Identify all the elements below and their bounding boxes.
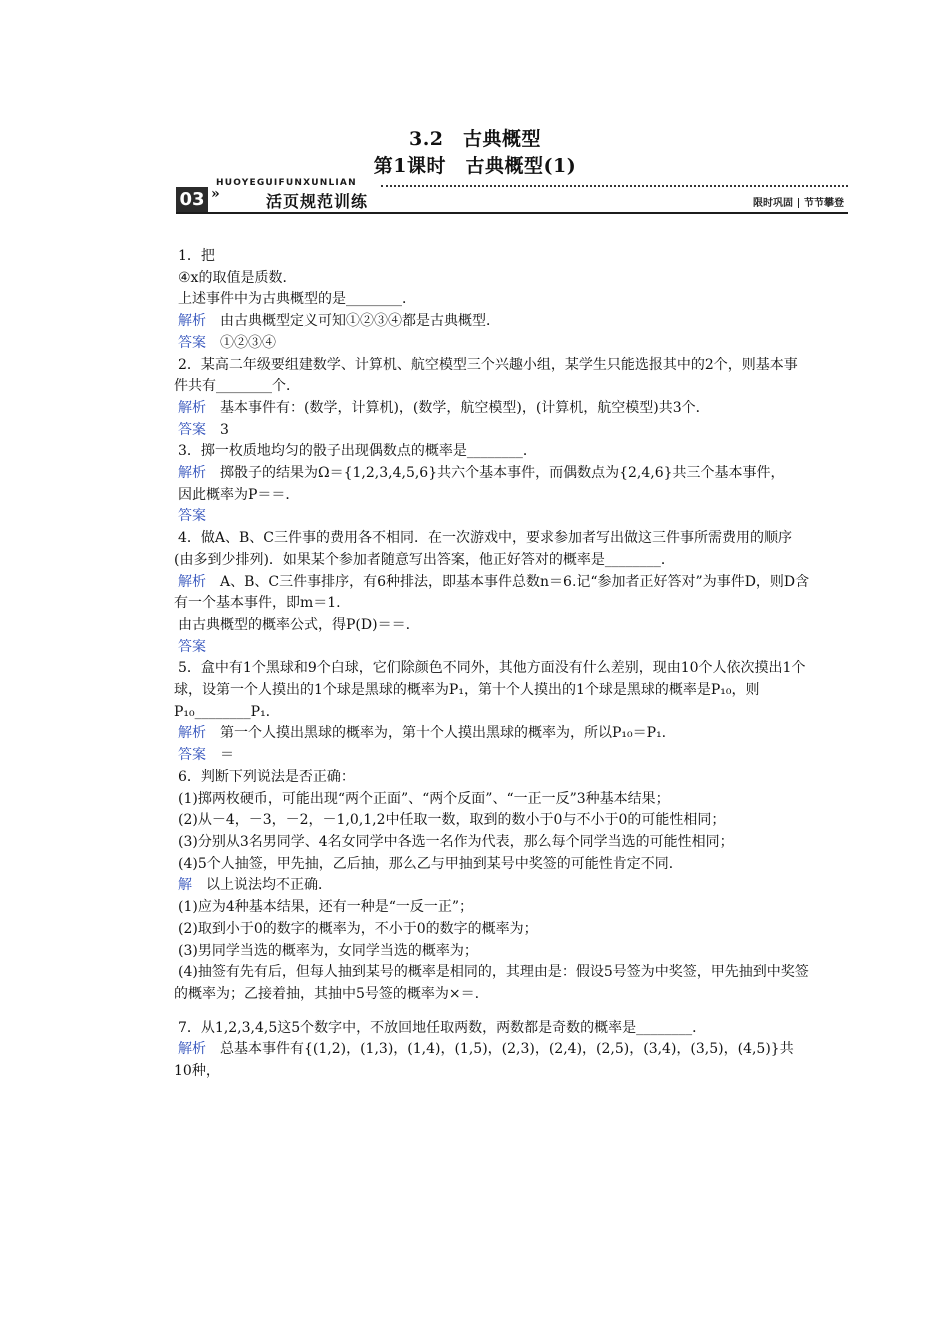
labeled-paragraph	[174, 333, 810, 355]
paragraph-gap	[174, 1006, 810, 1018]
document-body	[174, 246, 810, 1083]
paragraph: 2．某高二年级要组建数学、计算机、航空模型三个兴趣小组，某学生只能选报其中的2个，则基本事件共有________个．	[174, 356, 798, 395]
paragraph: 6．判断下列说法是否正确：	[178, 768, 355, 785]
answer-label: 答案	[178, 421, 206, 438]
labeled-paragraph	[174, 1039, 810, 1082]
answer-text: A、B、C三件事排序，有6种排法，即基本事件总数n＝6.记“参加者正好答对”为事件D，则D含有一个基本事件，即m＝1.	[174, 573, 810, 612]
paragraph: (1)掷两枚硬币，可能出现“两个正面”、“两个反面”、“一正一反”3种基本结果；	[178, 790, 670, 807]
labeled-paragraph	[174, 723, 810, 745]
answer-label: 解析	[178, 573, 206, 590]
banner-tag-a: 限时巩固	[753, 198, 793, 209]
answer-text: 第一个人摸出黑球的概率为，第十个人摸出黑球的概率为，所以P₁₀＝P₁.	[206, 725, 667, 742]
answer-text: ＝	[206, 747, 234, 764]
answer-label: 解析	[178, 313, 206, 330]
answer-label: 解	[178, 877, 192, 894]
answer-text: 3	[206, 421, 229, 438]
paragraph: 5．盒中有1个黑球和9个白球，它们除颜色不同外，其他方面没有什么差别，现由10个人依次摸出1个球，设第一个人摸出的1个球是黑球的概率为P₁，第十个人摸出的1个球是黑球的概率是P₁₀，则P₁₀________P₁.	[174, 660, 806, 720]
paragraph: 1．把	[178, 248, 215, 264]
answer-label: 答案	[178, 638, 206, 655]
paragraph: (4)抽签有先有后，但每人抽到某号的概率是相同的，其理由是：假设5号签为中奖签，甲先抽到中奖签的概率为；乙接着抽，其抽中5号签的概率为×＝.	[174, 964, 809, 1002]
answer-label: 答案	[178, 508, 206, 525]
answer-text: 掷骰子的结果为Ω＝{1,2,3,4,5,6}共六个基本事件，而偶数点为{2,4,6}共三个基本事件，	[206, 465, 785, 482]
labeled-paragraph	[174, 463, 810, 485]
answer-text: 由古典概型定义可知①②③④都是古典概型．	[206, 313, 500, 330]
paragraph: (2)取到小于0的数字的概率为，不小于0的数字的概率为；	[178, 920, 538, 937]
paragraph: ④x的取值是质数．	[178, 269, 297, 286]
paragraph: 3．掷一枚质地均匀的骰子出现偶数点的概率是________．	[178, 443, 537, 460]
paragraph: (3)男同学当选的概率为，女同学当选的概率为；	[178, 942, 478, 959]
banner-tagline	[753, 194, 844, 209]
paragraph: 因此概率为P＝＝．	[178, 486, 300, 503]
banner-rule	[176, 212, 848, 214]
paragraph: (2)从－4，－3，－2，－1,0,1,2中任取一数，取到的数小于0与不小于0的可能性相同；	[178, 812, 726, 829]
labeled-paragraph	[174, 506, 810, 528]
double-chevron-icon: »	[211, 186, 220, 202]
labeled-paragraph	[174, 420, 810, 442]
paragraph: 7．从1,2,3,4,5这5个数字中，不放回地任取两数，两数都是奇数的概率是________．	[178, 1019, 707, 1036]
answer-text: 总基本事件有{(1,2)，(1,3)，(1,4)，(1,5)，(2,3)，(2,4)，(2,5)，(3,4)，(3,5)，(4,5)}共10种，	[174, 1041, 794, 1080]
paragraph: 由古典概型的概率公式，得P(D)＝＝.	[178, 616, 411, 633]
answer-label: 解析	[178, 1041, 206, 1058]
answer-label: 解析	[178, 399, 206, 416]
banner-number: 03	[176, 187, 208, 212]
answer-text: 基本事件有：(数学，计算机)，(数学，航空模型)，(计算机，航空模型)共3个．	[206, 399, 710, 416]
answer-text: 以上说法均不正确．	[192, 877, 332, 894]
labeled-paragraph	[174, 875, 810, 897]
answer-label: 解析	[178, 725, 206, 742]
page-subtitle: 第1课时 古典概型(1)	[373, 155, 577, 177]
labeled-paragraph	[174, 572, 810, 615]
labeled-paragraph	[174, 637, 810, 659]
paragraph: 上述事件中为古典概型的是________．	[178, 291, 416, 308]
labeled-paragraph	[174, 745, 810, 767]
banner-tag-separator	[798, 198, 799, 208]
page-title: 3.2 古典概型	[408, 128, 542, 150]
paragraph: (1)应为4种基本结果，还有一种是“一反一正”；	[178, 899, 474, 916]
labeled-paragraph	[174, 311, 810, 333]
paragraph: (3)分别从3名男同学、4名女同学中各选一名作为代表，那么每个同学当选的可能性相同；	[178, 833, 734, 850]
paragraph: 4．做A、B、C三件事的费用各不相同．在一次游戏中，要求参加者写出做这三件事所需费用的顺序(由多到少排列)．如果某个参加者随意写出答案，他正好答对的概率是________．	[174, 530, 793, 568]
banner-pinyin: HUOYEGUIFUNXUNLIAN	[216, 178, 357, 188]
paragraph: (4)5个人抽签，甲先抽，乙后抽，那么乙与甲抽到某号中奖签的可能性肯定不同．	[178, 855, 683, 872]
answer-text: ①②③④	[206, 334, 276, 351]
banner-label: 活页规范训练	[266, 192, 369, 211]
banner-dotted-line	[381, 185, 848, 187]
labeled-paragraph	[174, 398, 810, 420]
section-banner	[176, 178, 848, 216]
answer-label: 答案	[178, 334, 206, 351]
banner-tag-b: 节节攀登	[804, 198, 844, 209]
answer-label: 解析	[178, 465, 206, 482]
answer-label: 答案	[178, 747, 206, 764]
